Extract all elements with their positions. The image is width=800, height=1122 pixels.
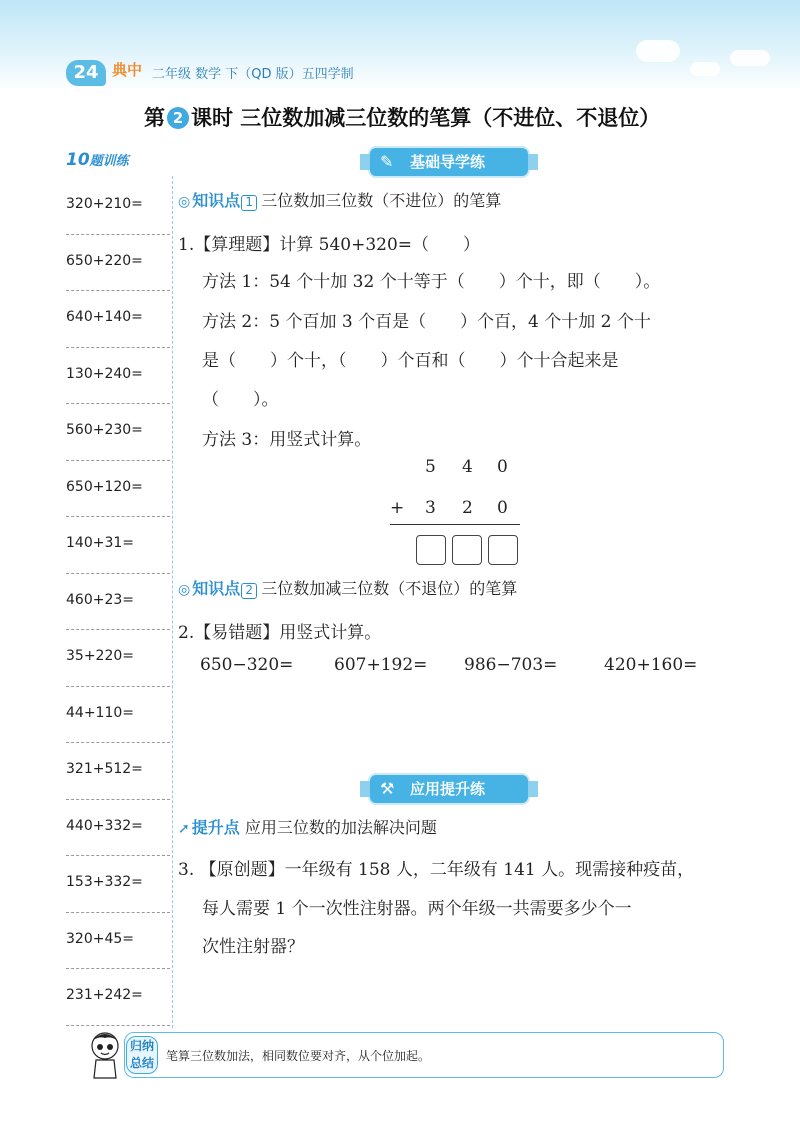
digit: 4 [462,457,473,477]
question-3-line: 3. 【原创题】一年级有 158 人，二年级有 141 人。现需接种疫苗， [178,860,695,880]
drill-item: 44+110= [66,687,170,744]
drill-item: 460+23= [66,574,170,631]
target-icon: ◎ [178,194,191,210]
drill-item: 35+220= [66,630,170,687]
lesson-number-badge: 2 [167,107,189,129]
kp-number-badge: 2 [241,583,257,599]
question-3-line: 次性注射器？ [202,937,304,957]
knowledge-point-1 [178,188,501,211]
question-1-line: 方法 1：54 个十加 32 个十等于（ ）个十，即（ ）。 [202,272,661,292]
lesson-title [144,102,744,132]
compass-icon: ✎ [380,152,394,171]
summary-text: 笔算三位数加法，相同数位要对齐，从个位加起。 [166,1049,431,1063]
digit: 0 [497,457,508,477]
drill-item: 130+240= [66,348,170,405]
drill-item: 560+230= [66,404,170,461]
drill-item: 231+242= [66,969,170,1026]
drill-item: 650+120= [66,461,170,518]
question-1-line: 是（ ）个十，（ ）个百和（ ）个十合起来是 [202,351,619,371]
kp-text: 应用三位数的加法解决问题 [244,818,437,837]
drill-item: 320+210= [66,178,170,235]
digit: 0 [497,498,508,518]
summary-badge-bottom: 总结 [129,1056,154,1070]
cloud-decoration [690,62,720,76]
section-ribbon-label: 基础导学练 [410,153,486,171]
digit: 2 [462,498,473,518]
summary-badge [126,1036,158,1074]
kp-tag: 知识点 [192,579,241,598]
drill-item: 153+332= [66,856,170,913]
drill-heading [66,150,129,170]
mascot-icon [86,1030,124,1080]
cloud-decoration [730,50,770,66]
drill-heading-text: 题训练 [89,154,129,169]
drill-item: 650+220= [66,235,170,292]
question-1-line: 方法 3：用竖式计算。 [202,430,372,450]
lesson-title-text: 课时 三位数加减三位数的笔算（不进位、不退位） [191,106,661,130]
page-number: 24 [66,60,106,86]
drill-item: 320+45= [66,913,170,970]
drill-item: 640+140= [66,291,170,348]
knowledge-point-2 [178,576,517,599]
answer-box[interactable] [452,535,482,565]
brand-logo: 典中 [112,61,143,79]
kp-tag: 知识点 [192,191,241,210]
section-ribbon-basic [370,148,528,176]
wrench-icon: ⚒ [380,779,395,798]
drill-heading-number: 10 [66,150,90,170]
book-title: 二年级 数学 下（QD 版）五四学制 [152,67,354,82]
column-divider [172,176,173,1028]
drill-list [66,178,170,1026]
lesson-prefix: 第 [144,106,165,130]
question-2-item: 420+160= [604,655,698,675]
question-1-line: 方法 2：5 个百加 3 个百是（ ）个百，4 个十加 2 个十 [202,312,651,332]
summary-badge-top: 归纳 [129,1039,154,1053]
improvement-point [178,815,437,838]
answer-box[interactable] [488,535,518,565]
kp-text: 三位数加减三位数（不退位）的笔算 [261,579,518,598]
drill-item: 140+31= [66,517,170,574]
drill-item: 321+512= [66,743,170,800]
digit: 3 [425,498,436,518]
kp-tag: 提升点 [191,818,240,837]
cloud-decoration [636,40,680,62]
target-icon: ◎ [178,582,191,598]
vertical-sum-line [390,524,520,525]
answer-box[interactable] [416,535,446,565]
kp-text: 三位数加三位数（不进位）的笔算 [261,191,502,210]
section-ribbon-apply [370,775,528,803]
operator: + [390,498,405,518]
drill-item: 440+332= [66,800,170,857]
section-ribbon-label: 应用提升练 [410,780,486,798]
question-1-line: （ ）。 [202,390,279,410]
question-2-item: 986−703= [464,655,558,675]
question-2-item: 650−320= [200,655,294,675]
question-2-line: 2.【易错题】用竖式计算。 [178,623,382,643]
kp-number-badge: 1 [241,195,257,211]
question-1-line: 1.【算理题】计算 540+320=（ ） [178,235,481,255]
question-2-item: 607+192= [334,655,428,675]
question-3-line: 每人需要 1 个一次性注射器。两个年级一共需要多少个一 [202,899,632,919]
digit: 5 [425,457,436,477]
rocket-icon: ➚ [178,821,190,837]
